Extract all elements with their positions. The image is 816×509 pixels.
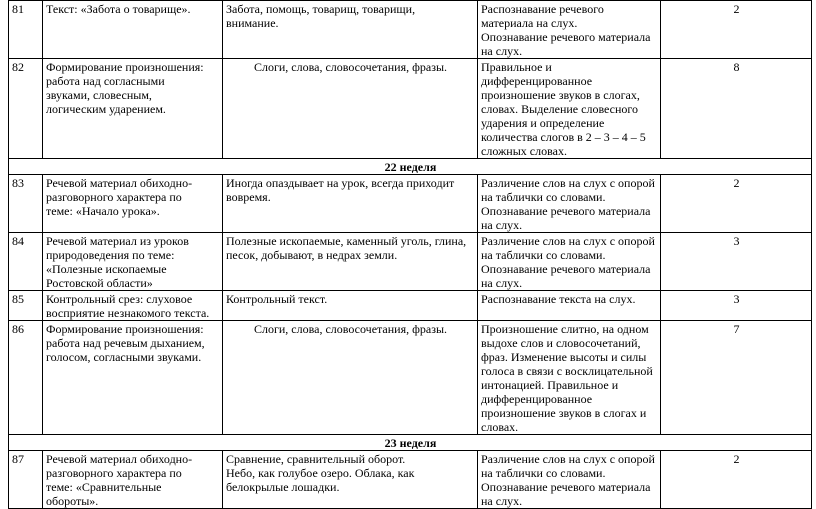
speech-material: Иногда опаздывает на урок, всегда приходит вовремя. (223, 175, 478, 233)
activity-type: Распознавание текста на слух. (478, 291, 661, 321)
activity-type: Правильное и дифференцированное произношение звуков в слогах, словах. Выделение словесного ударения и определение количества слогов в 2 – 3 – 4 – 5 сложных словах. (478, 59, 661, 159)
table-row (9, 233, 812, 291)
hours-count: 2 (661, 1, 812, 59)
table-row (9, 59, 812, 159)
speech-material: Забота, помощь, товарищ, товарищи, внимание. (223, 1, 478, 59)
activity-type: Распознавание речевого материала на слух. Опознавание речевого материала на слух. (478, 1, 661, 59)
table-row (9, 175, 812, 233)
lesson-topic: Контрольный срез: слуховое восприятие незнакомого текста. (43, 291, 223, 321)
speech-material: Полезные ископаемые, каменный уголь, глина, песок, добывают, в недрах земли. (223, 233, 478, 291)
activity-type: Произношение слитно, на одном выдохе слов и словосочетаний, фраз. Изменение высоты и силы голоса в связи с восклицательной интонацией. Правильное и дифференцированное произношение звуков в слогах и словах. (478, 321, 661, 435)
table-row (9, 321, 812, 435)
lesson-number: 86 (9, 321, 43, 435)
lesson-number: 82 (9, 59, 43, 159)
lesson-topic: Формирование произношения: работа над речевым дыханием, голосом, согласными звуками. (43, 321, 223, 435)
activity-type: Различение слов на слух с опорой на таблички со словами. Опознавание речевого материала на слух. (478, 451, 661, 509)
speech-material: Сравнение, сравнительный оборот. Небо, как голубое озеро. Облака, как белокрылые лошадки. (223, 451, 478, 509)
table-row (9, 451, 812, 509)
lesson-number: 85 (9, 291, 43, 321)
table-row (9, 1, 812, 59)
speech-material: Слоги, слова, словосочетания, фразы. (223, 59, 478, 159)
speech-material: Слоги, слова, словосочетания, фразы. (223, 321, 478, 435)
table-row (9, 291, 812, 321)
hours-count: 7 (661, 321, 812, 435)
speech-material: Контрольный текст. (223, 291, 478, 321)
lesson-number: 83 (9, 175, 43, 233)
week-row (9, 159, 812, 175)
lesson-topic: Речевой материал из уроков природоведения по теме: «Полезные ископаемые Ростовской области» (43, 233, 223, 291)
lesson-topic: Текст: «Забота о товарище». (43, 1, 223, 59)
lesson-topic: Речевой материал обиходно- разговорного характера по теме: «Сравнительные обороты». (43, 451, 223, 509)
hours-count: 2 (661, 451, 812, 509)
activity-type: Различение слов на слух с опорой на таблички со словами. Опознавание речевого материала на слух. (478, 175, 661, 233)
lesson-number: 81 (9, 1, 43, 59)
week-row (9, 435, 812, 451)
lesson-topic: Формирование произношения: работа над согласными звуками, словесным, логическим ударением. (43, 59, 223, 159)
hours-count: 3 (661, 233, 812, 291)
hours-count: 3 (661, 291, 812, 321)
week-heading: 23 неделя (9, 435, 812, 451)
activity-type: Различение слов на слух с опорой на таблички со словами. Опознавание речевого материала на слух. (478, 233, 661, 291)
hours-count: 8 (661, 59, 812, 159)
week-heading: 22 неделя (9, 159, 812, 175)
lesson-plan-table (8, 0, 812, 509)
lesson-topic: Речевой материал обиходно- разговорного характера по теме: «Начало урока». (43, 175, 223, 233)
lesson-number: 87 (9, 451, 43, 509)
lesson-number: 84 (9, 233, 43, 291)
hours-count: 2 (661, 175, 812, 233)
